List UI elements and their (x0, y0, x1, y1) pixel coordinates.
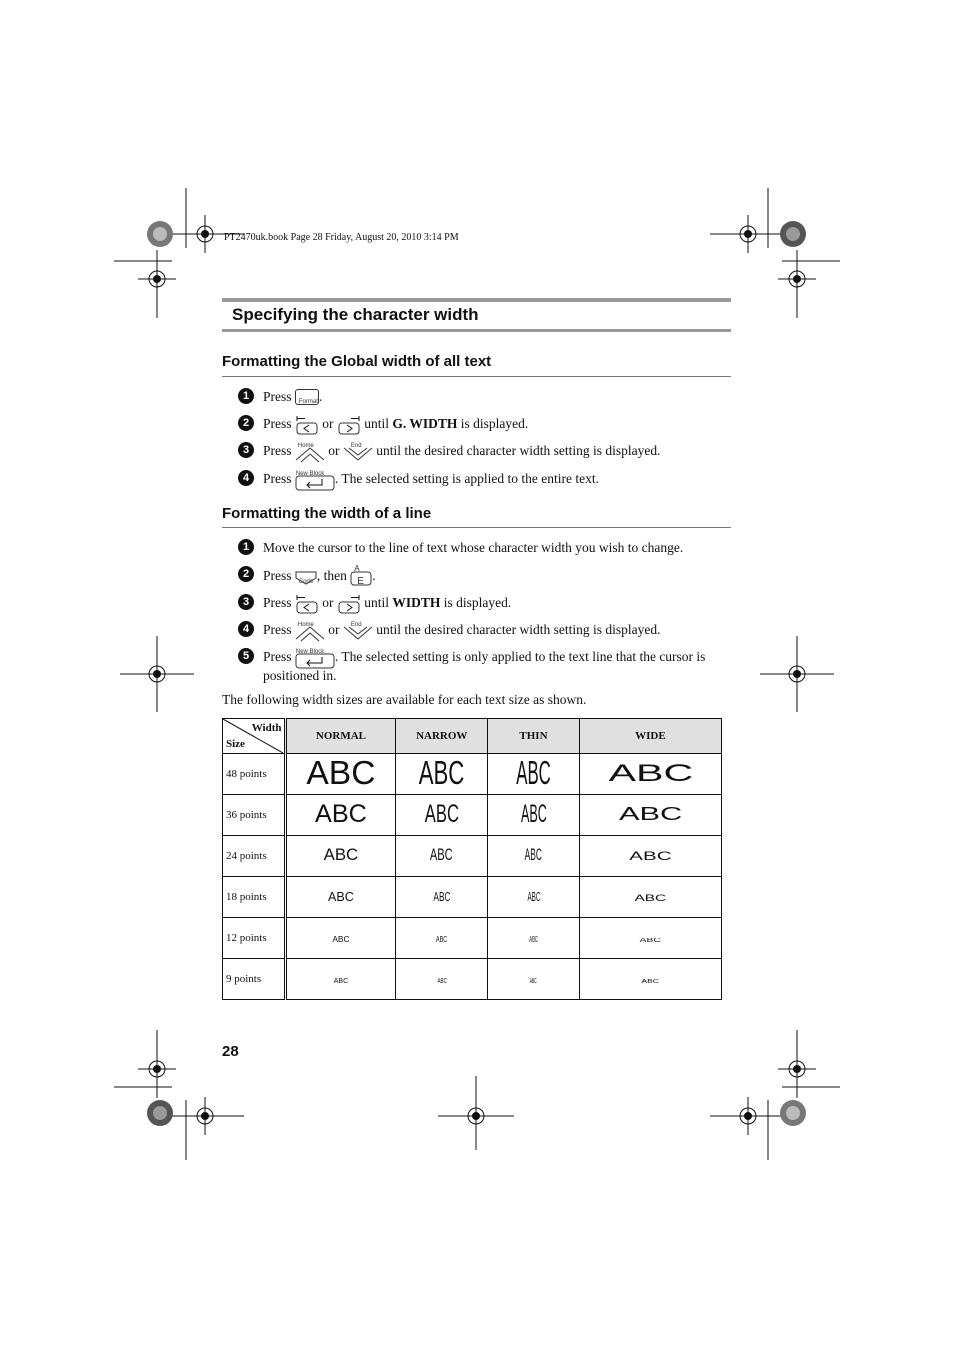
abc-sample-narrow: ABC (436, 978, 447, 985)
step-text: . The selected setting is only applied to the text line that the cursor is (334, 649, 706, 665)
column-header: THIN (488, 719, 580, 754)
sample-cell-wide (579, 877, 721, 918)
sample-cell-narrow (396, 918, 488, 959)
step-text: . (372, 568, 376, 584)
home-up-key-icon (295, 621, 325, 641)
step-text: or (324, 443, 343, 459)
key-label: Home (297, 443, 314, 449)
step-text: Press (263, 416, 295, 432)
home-up-key-icon (295, 442, 325, 462)
width-table (222, 718, 722, 1000)
key-label: E (357, 576, 364, 587)
table-row (223, 959, 722, 1000)
sample-cell-wide (579, 836, 721, 877)
table-row (223, 795, 722, 836)
size-label: 48 points (223, 754, 286, 795)
sample-cell-thin (488, 836, 580, 877)
table-row (223, 918, 722, 959)
step-text: . (318, 389, 323, 404)
sample-cell-narrow (396, 754, 488, 795)
section-title: Specifying the character width (232, 305, 479, 324)
sample-cell-narrow (396, 877, 488, 918)
width-e-key-icon (350, 566, 372, 588)
step-text: is displayed. (457, 416, 529, 432)
step-number: 3 (238, 442, 254, 458)
abc-sample-normal: ABC (315, 800, 367, 829)
size-label: 9 points (223, 959, 286, 1000)
abc-sample-narrow: ABC (418, 755, 465, 793)
abc-sample-normal: ABC (323, 845, 359, 864)
cursor-left-key-icon (295, 415, 319, 435)
step-bold: G. WIDTH (392, 416, 458, 432)
file-header: PT2470uk.book Page 28 Friday, August 20, 2010 3:14 PM (224, 232, 459, 243)
step-number: 1 (238, 539, 254, 555)
sample-cell-normal (285, 836, 396, 877)
abc-sample-normal: ABC (333, 978, 349, 985)
step-text: Press (263, 471, 295, 487)
end-down-key-icon (343, 621, 373, 641)
abc-sample-narrow: ABC (424, 800, 459, 829)
sample-cell-wide (579, 754, 721, 795)
step-text: Press (263, 622, 295, 638)
column-header: NARROW (396, 719, 488, 754)
sample-cell-thin (488, 754, 580, 795)
cursor-left-key-icon (295, 594, 319, 614)
step-text: until the desired character width setting is displayed. (372, 622, 661, 638)
abc-sample-thin: ABC (526, 890, 540, 904)
sample-cell-narrow (396, 836, 488, 877)
line-width-heading: Formatting the width of a line (222, 505, 432, 522)
sample-cell-wide (579, 959, 721, 1000)
sample-cell-normal (285, 795, 396, 836)
step-bold: WIDTH (392, 595, 441, 611)
table-body (223, 754, 722, 1000)
size-label: 36 points (223, 795, 286, 836)
step-text: Press (263, 443, 295, 459)
step-text: is displayed. (440, 595, 512, 611)
sample-cell-narrow (396, 795, 488, 836)
step-text: or (318, 595, 337, 611)
step-text: Press (263, 649, 295, 665)
step-text: Press (263, 389, 295, 404)
step-text: until the desired character width setting is displayed. (372, 443, 661, 459)
divider (222, 376, 731, 377)
corner-size-label: Size (226, 738, 245, 750)
code-key-icon (295, 569, 317, 585)
enter-newblock-key-icon (295, 470, 335, 490)
step-text: , then (316, 568, 351, 584)
sample-cell-wide (579, 795, 721, 836)
sample-cell-normal (285, 918, 396, 959)
key-label: Format (298, 398, 318, 405)
step-number: 1 (238, 388, 254, 404)
key-label: A (354, 564, 360, 573)
size-label: 24 points (223, 836, 286, 877)
corner-width-label: Width (251, 722, 282, 734)
abc-sample-normal: ABC (332, 934, 350, 944)
step-text: Press (263, 595, 295, 611)
abc-sample-thin: ABC (520, 800, 547, 829)
divider (222, 527, 731, 528)
sample-cell-thin (488, 959, 580, 1000)
cursor-right-key-icon (337, 415, 361, 435)
step-text: until (360, 595, 393, 611)
step-number: 2 (238, 415, 254, 431)
column-header: NORMAL (285, 719, 396, 754)
step-text: positioned in. (263, 668, 337, 683)
table-intro: The following width sizes are available for each text size as shown. (222, 692, 587, 707)
size-label: 18 points (223, 877, 286, 918)
table-row (223, 754, 722, 795)
format-key-icon (295, 389, 319, 405)
abc-sample-thin: ABC (529, 978, 538, 985)
table-header-row (223, 719, 722, 754)
step-number: 4 (238, 621, 254, 637)
step-text: . The selected setting is applied to the entire text. (334, 471, 599, 487)
abc-sample-normal: ABC (327, 890, 354, 904)
step-text: Press (263, 568, 295, 584)
sample-cell-thin (488, 918, 580, 959)
table-row (223, 836, 722, 877)
sample-cell-normal (285, 877, 396, 918)
cursor-right-key-icon (337, 594, 361, 614)
abc-sample-wide: ABC (639, 938, 661, 944)
abc-sample-narrow: ABC (430, 845, 454, 864)
abc-sample-wide: ABC (634, 893, 667, 903)
step-number: 2 (238, 566, 254, 582)
abc-sample-wide: ABC (618, 804, 683, 824)
corner-cell (223, 719, 286, 754)
step-text: or (324, 622, 343, 638)
page-number: 28 (222, 1043, 239, 1060)
abc-sample-wide: ABC (641, 979, 660, 985)
table-row (223, 877, 722, 918)
key-label: End (350, 443, 362, 449)
abc-sample-thin: ABC (529, 934, 538, 944)
abc-sample-wide: ABC (608, 759, 693, 787)
abc-sample-thin: ABC (524, 845, 543, 864)
sample-cell-normal (285, 754, 396, 795)
sample-cell-thin (488, 877, 580, 918)
sample-cell-wide (579, 918, 721, 959)
step-text: or (318, 416, 337, 432)
step-number: 5 (238, 648, 254, 664)
key-label: New Block (295, 649, 325, 655)
step-number: 3 (238, 594, 254, 610)
step-text: Move the cursor to the line of text whose character width you wish to change. (263, 540, 684, 555)
key-label: Home (297, 622, 314, 628)
size-label: 12 points (223, 918, 286, 959)
sample-cell-thin (488, 795, 580, 836)
global-width-heading: Formatting the Global width of all text (222, 353, 492, 370)
step-text: until (360, 416, 393, 432)
sample-cell-narrow (396, 959, 488, 1000)
end-down-key-icon (343, 442, 373, 462)
abc-sample-thin: ABC (516, 755, 551, 793)
key-label: New Block (295, 471, 325, 477)
sample-cell-normal (285, 959, 396, 1000)
abc-sample-wide: ABC (629, 849, 672, 863)
abc-sample-normal: ABC (306, 755, 376, 793)
key-label: Code (298, 579, 314, 585)
column-header: WIDE (579, 719, 721, 754)
abc-sample-narrow: ABC (436, 934, 448, 944)
step-number: 4 (238, 470, 254, 486)
key-label: End (350, 622, 362, 628)
abc-sample-narrow: ABC (433, 890, 451, 904)
enter-newblock-key-icon (295, 648, 335, 668)
